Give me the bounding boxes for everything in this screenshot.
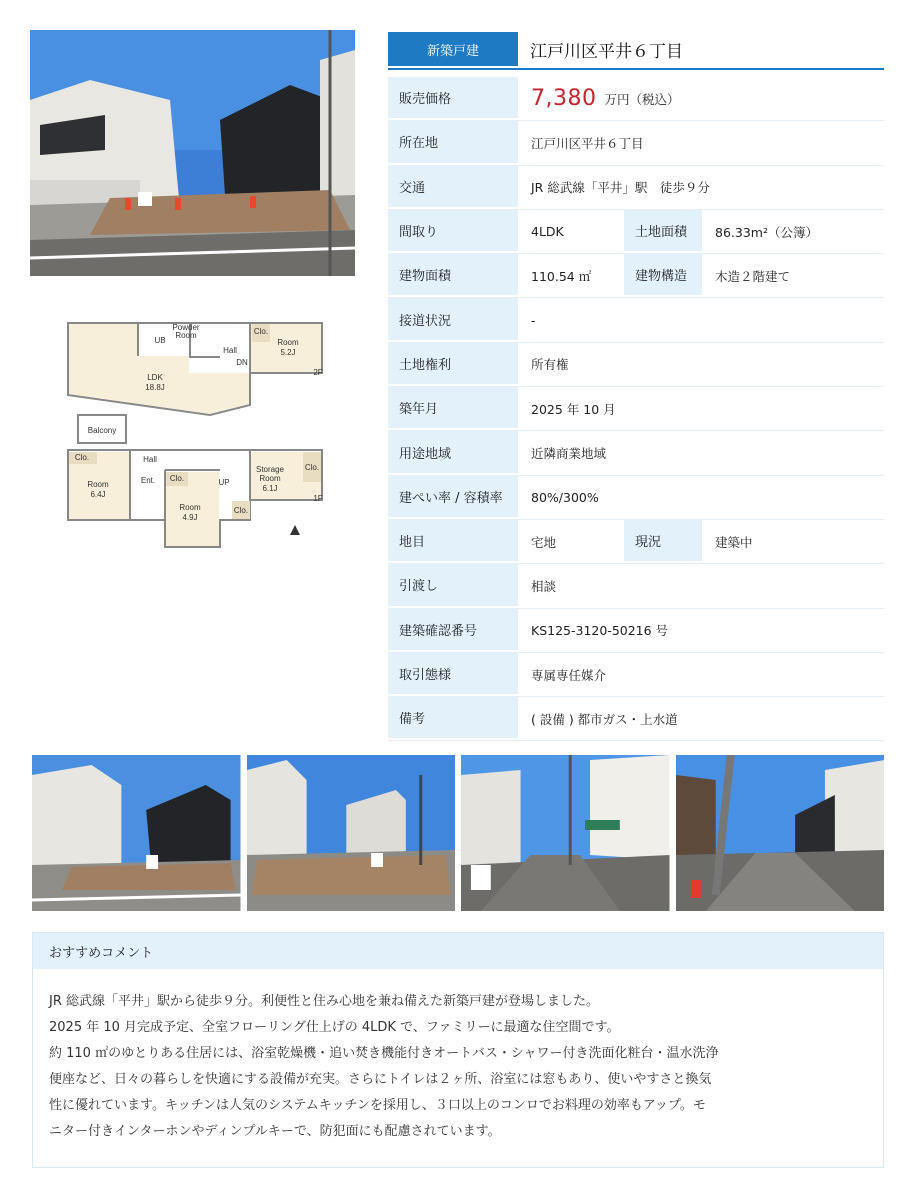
row-land-right: [388, 343, 884, 387]
comment-line: ニター付きインターホンやディンプルキーで、防犯面にも配慮されています。: [49, 1124, 501, 1139]
fp-1f: 1F: [313, 494, 323, 503]
row-address: [388, 121, 884, 165]
fp-up: UP: [218, 478, 230, 487]
fp-2f: 2F: [313, 368, 323, 377]
row-price: [388, 77, 884, 121]
floor-plan[interactable]: [60, 315, 330, 555]
row-value: 4LDK: [531, 224, 564, 240]
fp-room-1-size: 6.4J: [90, 490, 106, 499]
spec-header: [388, 30, 884, 70]
row-road: [388, 298, 884, 342]
row-label: 所在地: [388, 121, 518, 162]
row-label: 地目: [388, 520, 518, 561]
row-label: 販売価格: [388, 77, 518, 118]
row-value: 86.33m²（公簿）: [715, 224, 818, 240]
fp-balcony: Balcony: [87, 426, 117, 435]
fp-ldk-size: 18.8J: [145, 383, 165, 392]
category-badge: 新築戸建: [388, 32, 518, 66]
row-label: 用途地域: [388, 431, 518, 472]
fp-hall-2f: Hall: [223, 346, 237, 355]
fp-ldk: LDK: [147, 373, 163, 382]
row-label: 間取り: [388, 210, 518, 251]
price-amount: 7,380: [531, 86, 597, 112]
row-label: 築年月: [388, 387, 518, 428]
row-value: 宅地: [531, 534, 557, 550]
row-label: 建物構造: [624, 254, 702, 295]
row-value: 江戸川区平井６丁目: [531, 135, 644, 151]
row-label: 引渡し: [388, 564, 518, 605]
row-label: 現況: [624, 520, 702, 561]
row-value: 110.54 ㎡: [531, 268, 592, 284]
comment-line: 約 110 ㎡のゆとりある住居には、浴室乾燥機・追い焚き機能付きオートバス・シャワー付き洗面化粧台・温水洗浄: [49, 1046, 719, 1061]
comment-line: 便座など、日々の暮らしを快適にする設備が充実。さらにトイレは２ヶ所、浴室には窓もあり、使いやすさと換気: [49, 1072, 712, 1087]
row-value: 近隣商業地域: [531, 446, 607, 462]
row-value: -: [531, 312, 536, 328]
fp-clo-1f-b: Clo.: [169, 474, 185, 483]
fp-room-2f-size: 5.2J: [280, 348, 296, 357]
row-value: 木造２階建て: [715, 268, 791, 284]
gallery-photo-2[interactable]: [247, 755, 456, 911]
row-value: 建築中: [715, 534, 753, 550]
comment-line: JR 総武線「平井」駅から徒歩９分。利便性と住み心地を兼ね備えた新築戸建が登場しました。: [49, 994, 599, 1009]
fp-dn: DN: [236, 358, 248, 367]
fp-room-1: Room: [87, 480, 109, 489]
row-delivery: [388, 564, 884, 608]
row-value: 2025 年 10 月: [531, 401, 616, 417]
row-transport: [388, 166, 884, 210]
row-zoning: [388, 431, 884, 475]
row-label: 土地面積: [624, 210, 702, 251]
fp-clo-1f-c: Clo.: [304, 463, 320, 472]
row-transaction: [388, 653, 884, 697]
row-permit: [388, 609, 884, 653]
row-label: 備考: [388, 697, 518, 738]
row-label: 交通: [388, 166, 518, 207]
main-property-photo[interactable]: [30, 30, 355, 276]
row-value: 相談: [531, 578, 557, 594]
row-label: 接道状況: [388, 298, 518, 339]
row-remarks: [388, 697, 884, 741]
row-value: 専属専任媒介: [531, 667, 607, 683]
row-layout: [388, 210, 884, 254]
recommend-comment: [32, 932, 884, 1168]
gallery-photo-4[interactable]: [676, 755, 885, 911]
property-title: 江戸川区平井６丁目: [530, 41, 683, 62]
fp-room-2f: Room: [277, 338, 299, 347]
photo-gallery: [32, 755, 884, 911]
fp-room-3: Room: [179, 503, 201, 512]
row-built: [388, 387, 884, 431]
fp-powder: Powder: [172, 323, 200, 332]
row-ratio: [388, 476, 884, 520]
fp-hall-1f: Hall: [143, 455, 157, 464]
row-value: JR 総武線「平井」駅 徒歩９分: [531, 180, 710, 196]
fp-storage-size: 6.1J: [262, 484, 278, 493]
comment-line: 2025 年 10 月完成予定、全室フローリング仕上げの 4LDK で、ファミリーに最適な住空間です。: [49, 1020, 620, 1035]
comment-body: [33, 969, 883, 1145]
row-land-category: [388, 520, 884, 564]
property-spec-table: [388, 30, 884, 741]
fp-storage-room: Room: [259, 474, 281, 483]
fp-room-3-size: 4.9J: [182, 513, 198, 522]
row-label: 建ぺい率 / 容積率: [388, 476, 518, 517]
fp-storage: Storage: [255, 465, 285, 474]
fp-ent: Ent.: [140, 476, 156, 485]
comment-heading: おすすめコメント: [33, 933, 883, 969]
fp-clo-2f: Clo.: [253, 327, 269, 336]
fp-powder-room: Room: [175, 331, 197, 340]
row-building-area: [388, 254, 884, 298]
row-label: 土地権利: [388, 343, 518, 384]
fp-clo-1f-a: Clo.: [74, 453, 90, 462]
row-value: 所有権: [531, 357, 569, 373]
price-unit: 万円（税込）: [604, 91, 680, 107]
row-value: ( 設備 ) 都市ガス・上水道: [531, 711, 678, 727]
row-label: 建物面積: [388, 254, 518, 295]
fp-ub: UB: [154, 336, 166, 345]
row-label: 取引態様: [388, 653, 518, 694]
compass-icon: [290, 525, 300, 535]
fp-clo-1f-d: Clo.: [233, 506, 249, 515]
gallery-photo-3[interactable]: [461, 755, 670, 911]
row-label: 建築確認番号: [388, 609, 518, 650]
row-value: KS125-3120-50216 号: [531, 623, 669, 639]
gallery-photo-1[interactable]: [32, 755, 241, 911]
row-value: 80%/300%: [531, 489, 599, 505]
comment-line: 性に優れています。キッチンは人気のシステムキッチンを採用し、３口以上のコンロでお料理の効率もアップ。モ: [49, 1098, 706, 1113]
